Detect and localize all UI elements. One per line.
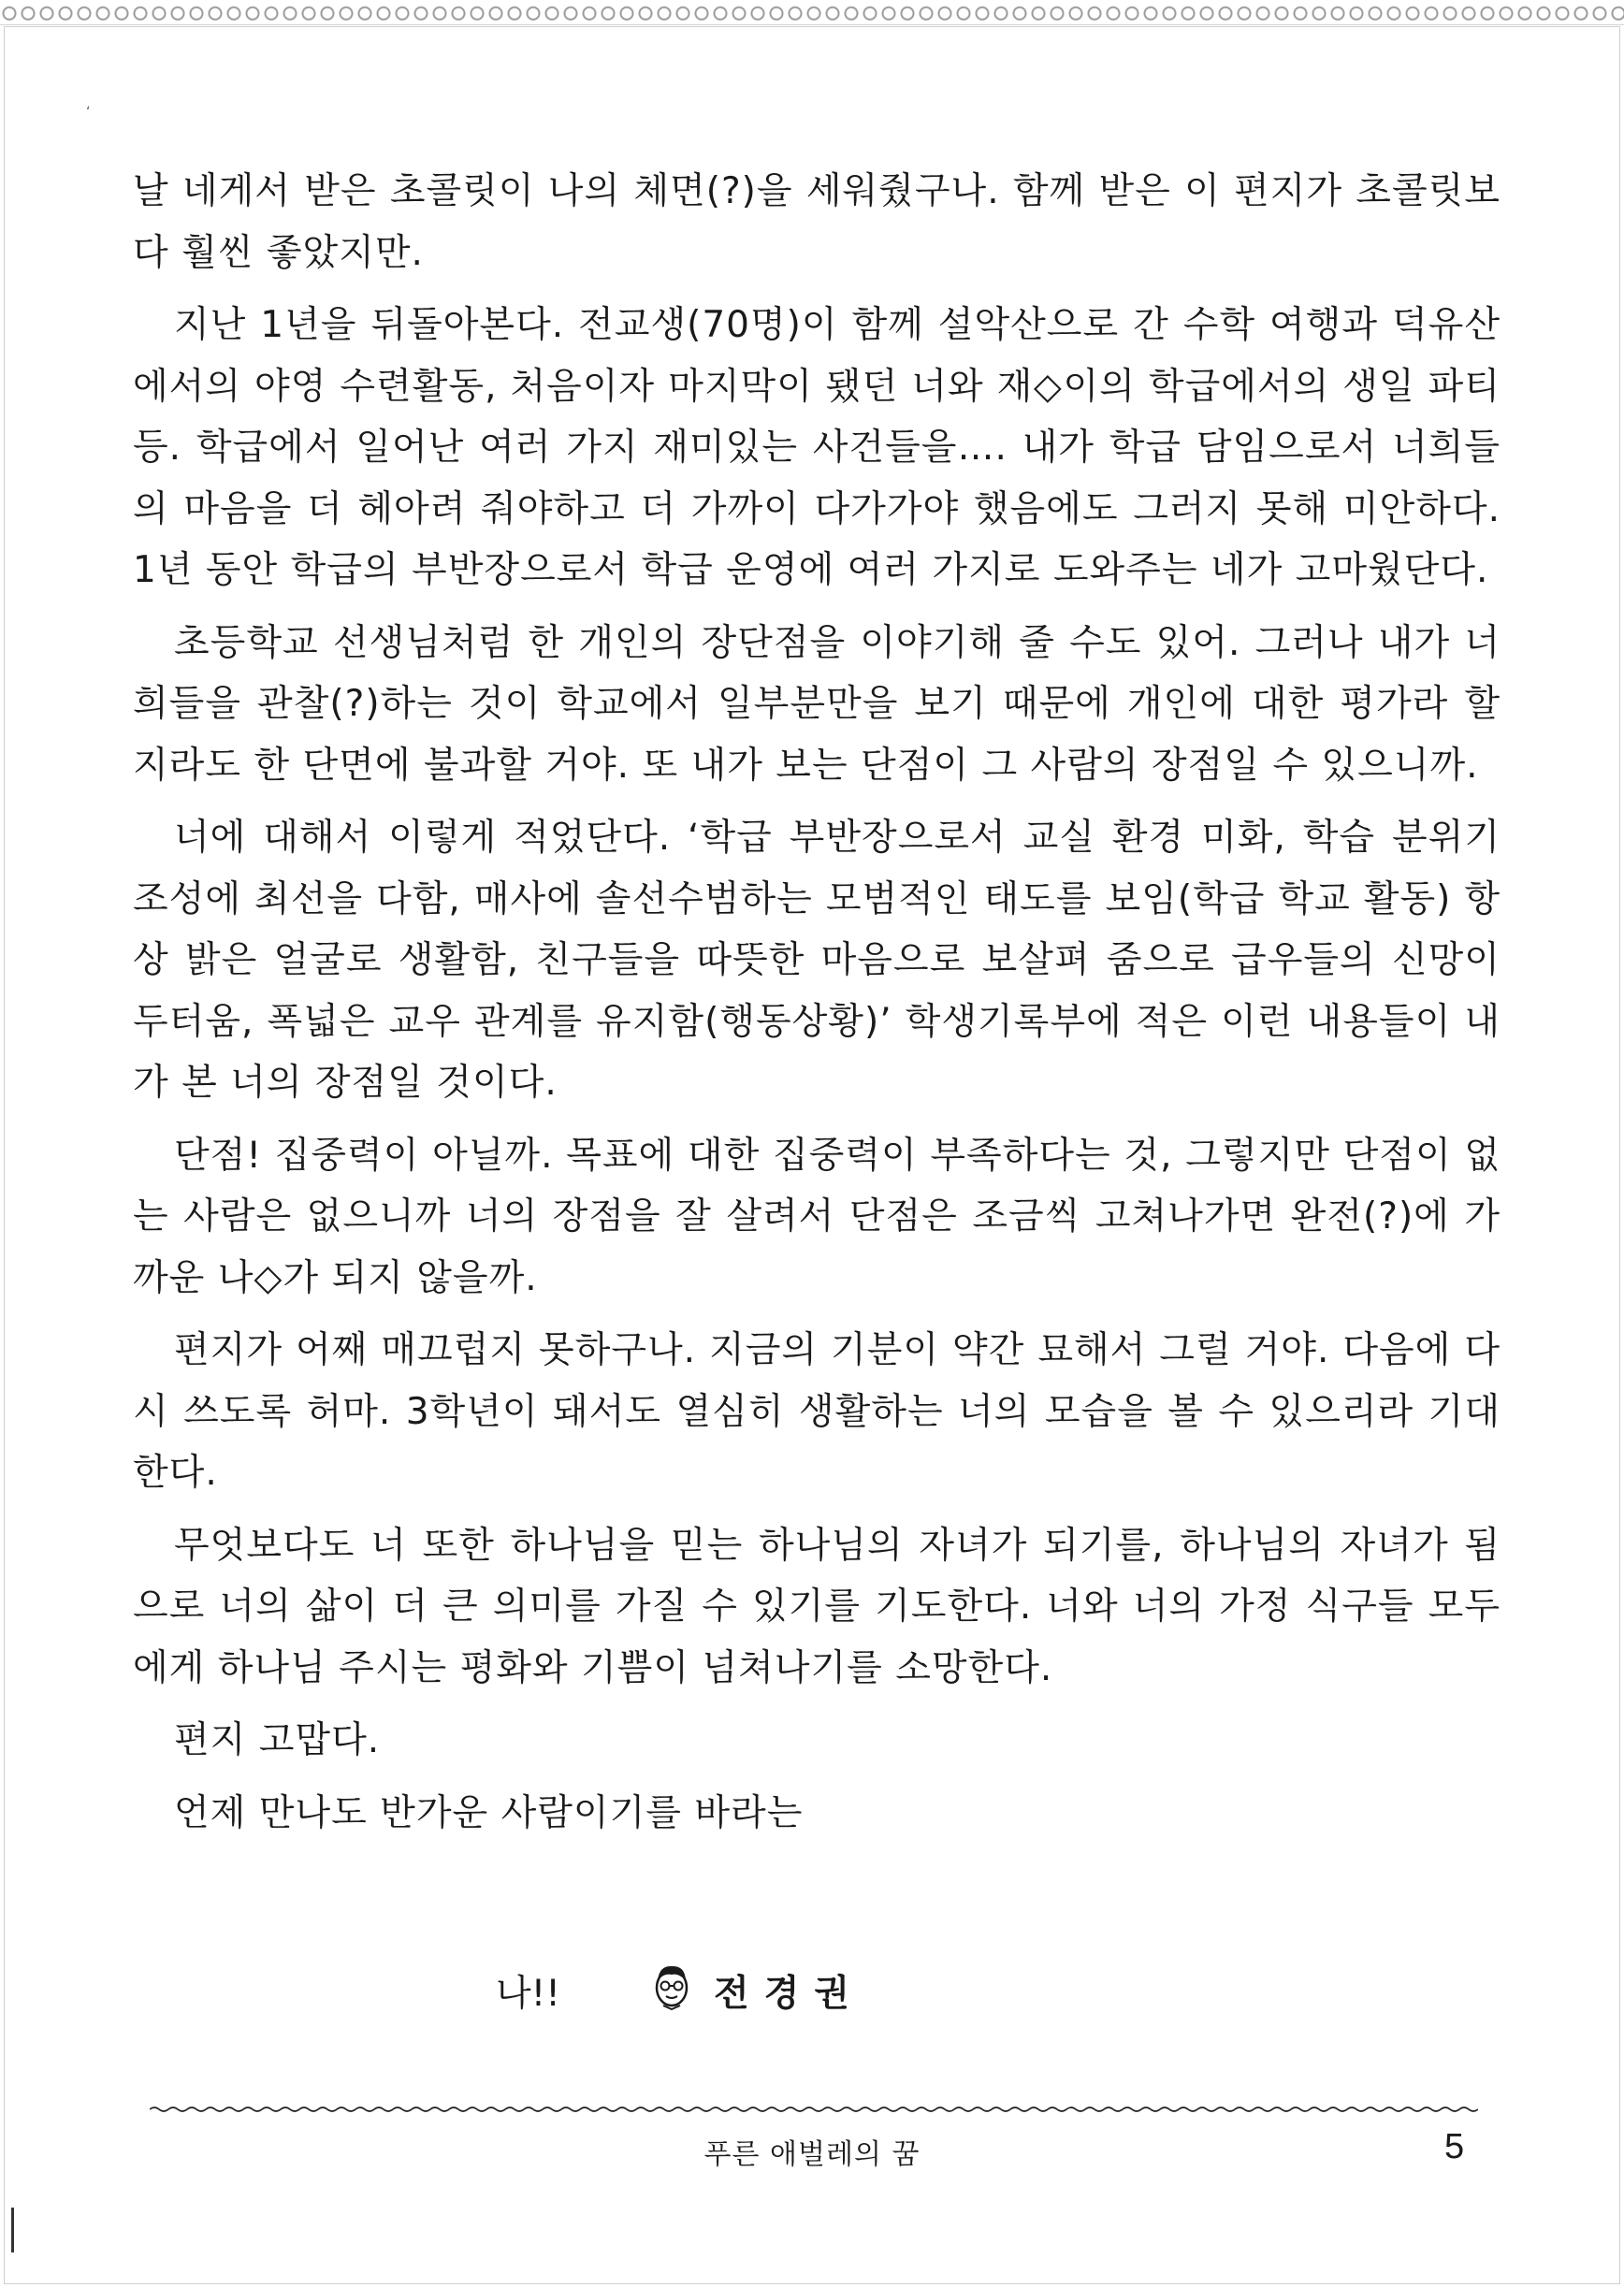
- paragraph: 무엇보다도 너 또한 하나님을 믿는 하나님의 자녀가 되기를, 하나님의 자녀가 됨으로 너의 삶이 더 큰 의미를 가질 수 있기를 기도한다. 너와 너의 가정 식구들 모두에게 하나님 주시는 평화와 기쁨이 넘쳐나기를 소망한다.: [133, 1524, 1501, 1689]
- spiral-binding: [0, 0, 1624, 25]
- margin-mark: [11, 2208, 14, 2252]
- signature-prefix: 나!!: [496, 1973, 560, 2015]
- paragraph: 너에 대해서 이렇게 적었단다. ‘학급 부반장으로서 교실 환경 미화, 학습 분위기 조성에 최선을 다함, 매사에 솔선수범하는 모범적인 태도를 보임(학급 학교 활동) 항상 밝은 얼굴로 생활함, 친구들을 따뜻한 마음으로 보살펴 줌으로 급우들의 신망이 두터움, 폭넓은 교우 관계를 유지함(행동상황)’ 학생기록부에 적은 이런 내용들이 내가 본 너의 장점일 것이다.: [133, 817, 1501, 1104]
- letter-body: [133, 161, 1501, 1855]
- page-number: 5: [1444, 2127, 1465, 2166]
- signature: [496, 1961, 864, 2020]
- face-icon: [650, 1962, 714, 2020]
- paragraph: 지난 1년을 뒤돌아본다. 전교생(70명)이 함께 설악산으로 간 수학 여행과 덕유산에서의 야영 수련활동, 처음이자 마지막이 됐던 너와 재◇이의 학급에서의 생일 파티 등. 학급에서 일어난 여러 가지 재미있는 사건들을…. 내가 학급 담임으로서 너희들의 마음을 더 헤아려 줘야하고 더 가까이 다가가야 했음에도 그러지 못해 미안하다. 1년 동안 학급의 부반장으로서 학급 운영에 여러 가지로 도와주는 네가 고마웠단다.: [133, 304, 1501, 591]
- closing-line: 언제 만나도 반가운 사람이기를 바라는: [174, 1791, 804, 1834]
- footer-divider: [150, 2105, 1478, 2114]
- scan-speck: ‘: [86, 105, 91, 120]
- paragraph: 단점! 집중력이 아닐까. 목표에 대한 집중력이 부족하다는 것, 그렇지만 단점이 없는 사람은 없으니까 너의 장점을 잘 살려서 단점은 조금씩 고쳐나가면 완전(?)에 가까운 나◇가 되지 않을까.: [133, 1134, 1501, 1299]
- signature-name: 전경권: [713, 1972, 864, 2015]
- paragraph: 편지가 어째 매끄럽지 못하구나. 지금의 기분이 약간 묘해서 그럴 거야. 다음에 다시 쓰도록 허마. 3학년이 돼서도 열심히 생활하는 너의 모습을 볼 수 있으리라 기대한다.: [133, 1329, 1501, 1494]
- paragraph: 초등학교 선생님처럼 한 개인의 장단점을 이야기해 줄 수도 있어. 그러나 내가 너희들을 관찰(?)하는 것이 학교에서 일부분만을 보기 때문에 개인에 대한 평가라 할지라도 한 단면에 불과할 거야. 또 내가 보는 단점이 그 사람의 장점일 수 있으니까.: [133, 621, 1501, 787]
- closing-line: 편지 고맙다.: [174, 1719, 381, 1761]
- book-title: 푸른 애벌레의 꿈: [703, 2138, 921, 2171]
- paragraph: 날 네게서 받은 초콜릿이 나의 체면(?)을 세워줬구나. 함께 받은 이 편지가 초콜릿보다 훨씬 좋았지만.: [133, 170, 1501, 274]
